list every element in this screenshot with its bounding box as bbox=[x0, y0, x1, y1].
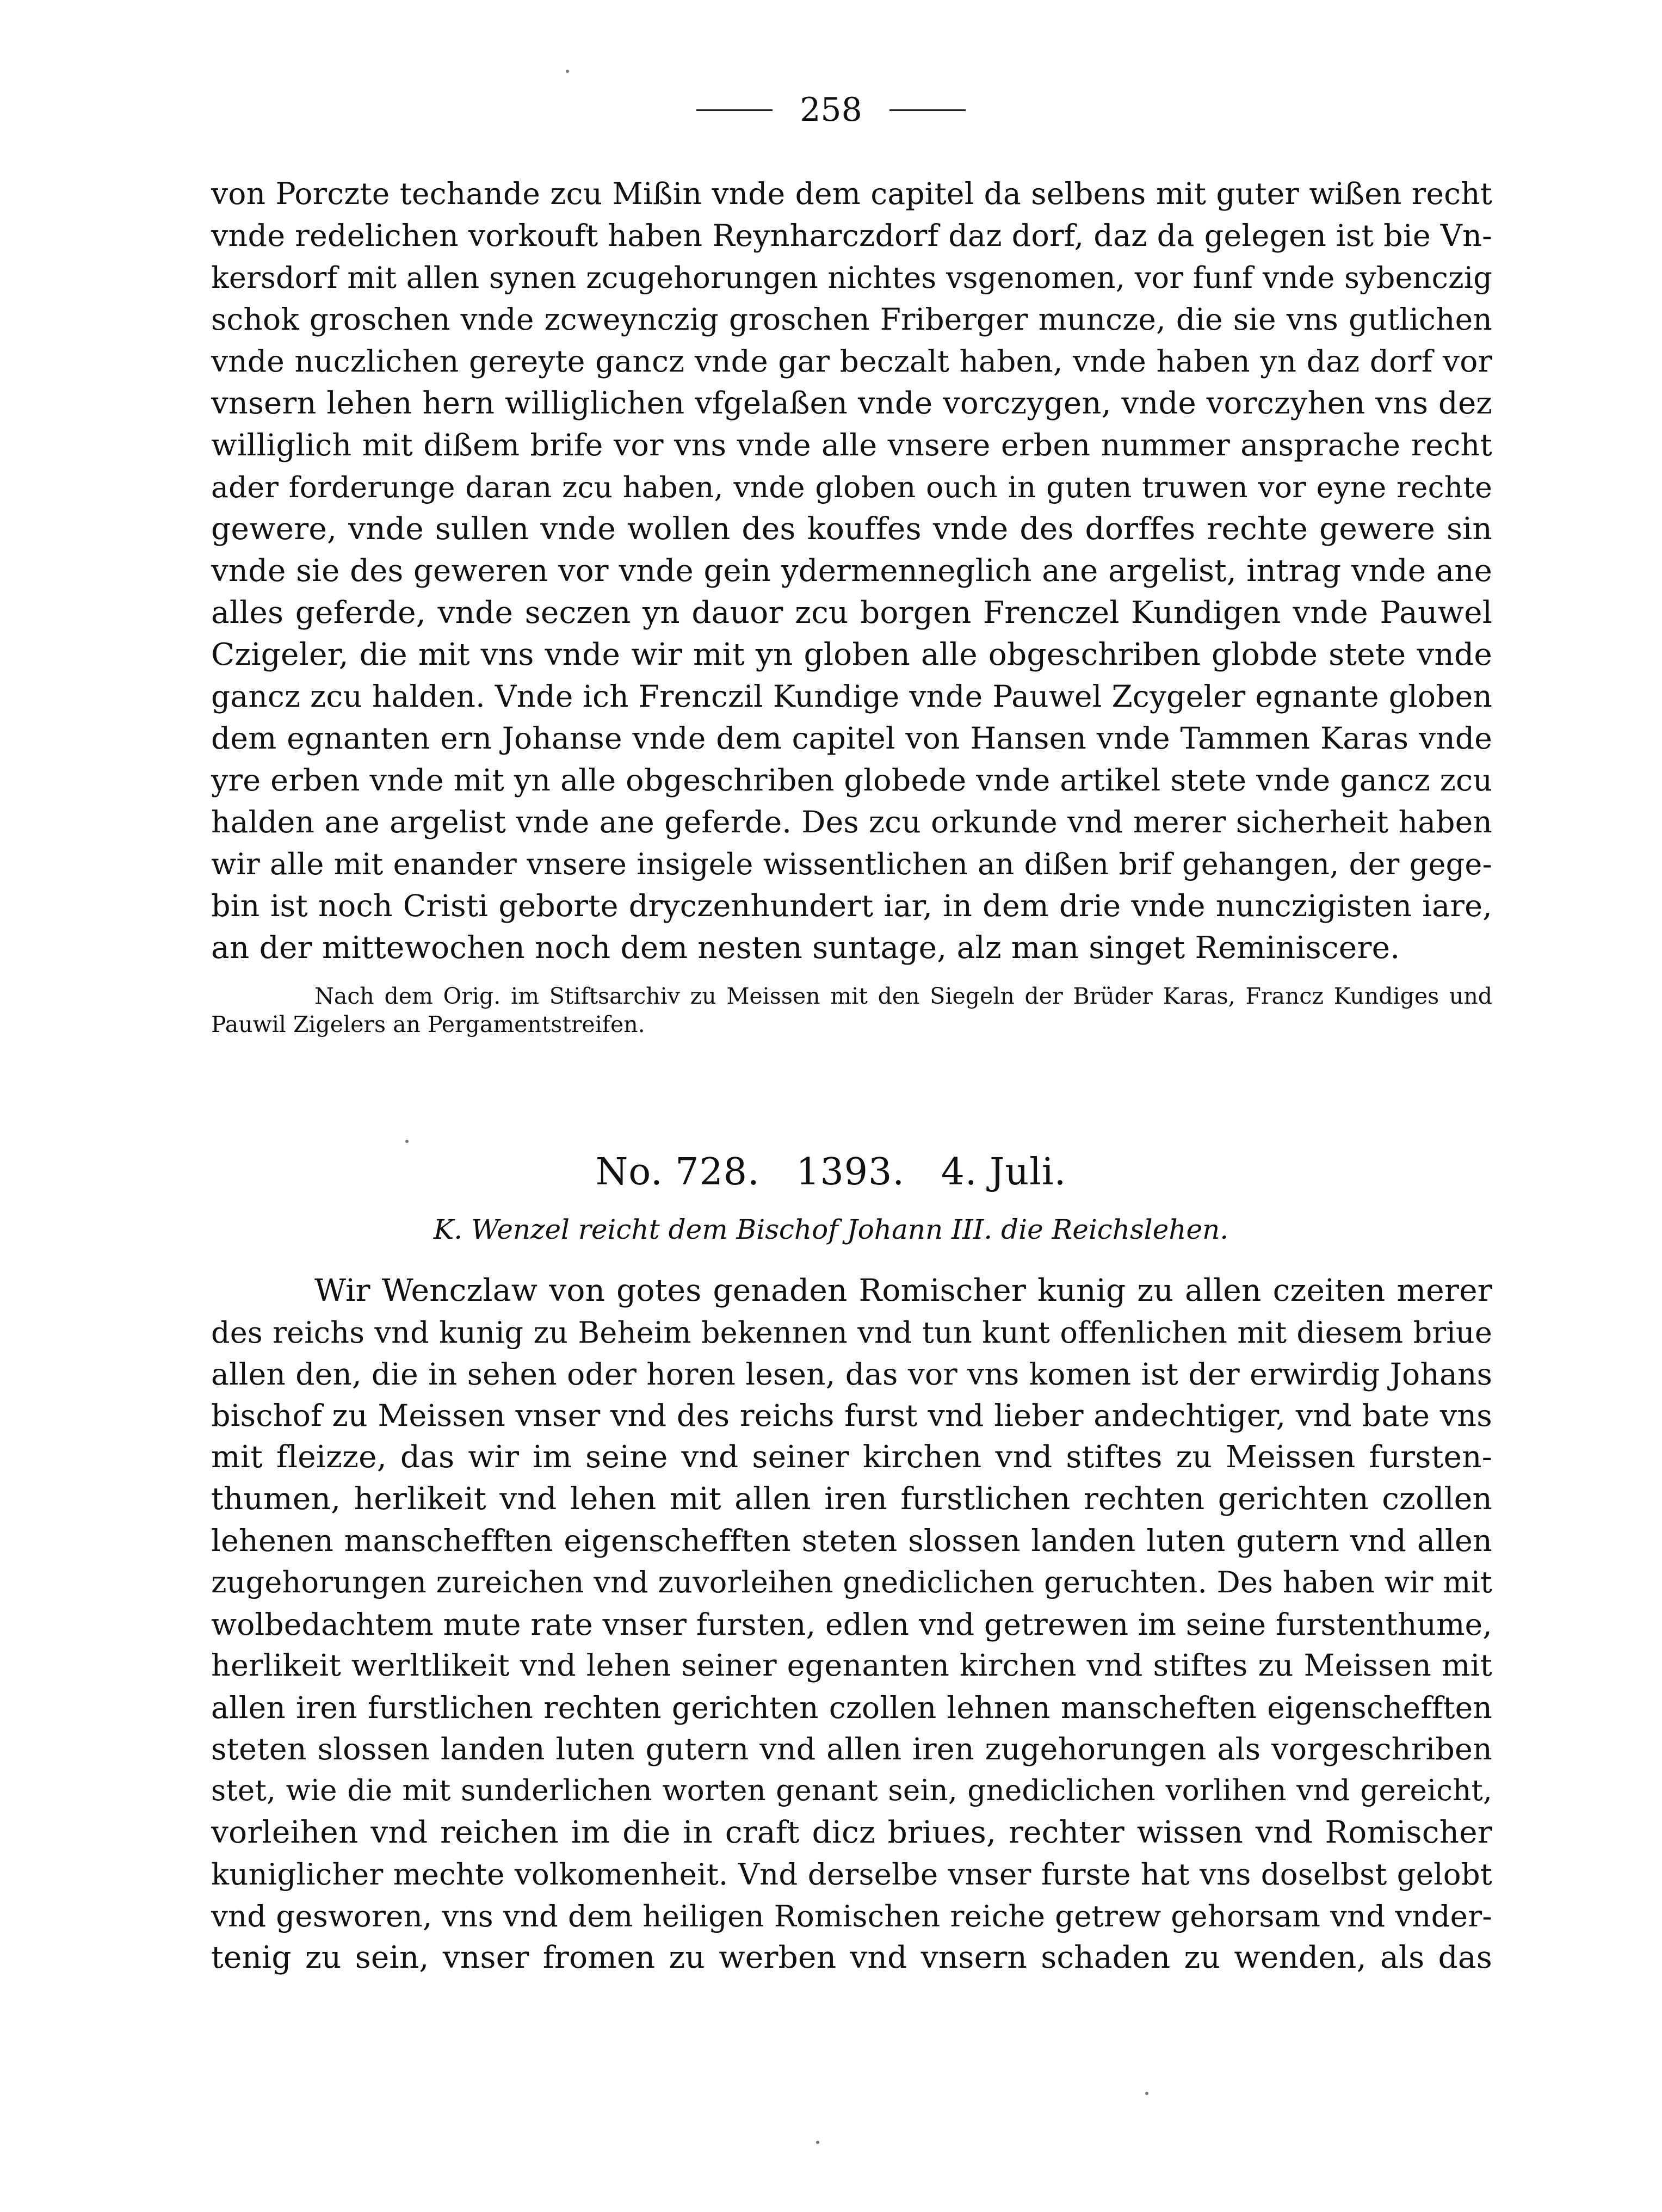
document-date: 4. Juli. bbox=[941, 1151, 1067, 1194]
text-line: allen den, die in sehen oder horen lesen, das vor vns komen ist der erwirdig Johans bbox=[211, 1357, 1492, 1392]
text-line: thumen, herlikeit vnd lehen mit allen iren furstlichen rechten gerichten czollen bbox=[211, 1481, 1492, 1517]
text-line: gancz zcu halden. Vnde ich Frenczil Kundige vnde Pauwel Zcygeler egnante globen bbox=[211, 679, 1492, 714]
text-line: alles geferde, vnde seczen yn dauor zcu borgen Frenczel Kundigen vnde Pauwel bbox=[211, 595, 1492, 631]
text-line: kersdorf mit allen synen zcugehorungen nichtes vsgenomen, vor funf vnde sybenczig bbox=[211, 261, 1492, 295]
text-line: des reichs vnd kunig zu Beheim bekennen vnd tun kunt offenlichen mit diesem briue bbox=[211, 1315, 1492, 1350]
text-line: schok groschen vnde zcweynczig groschen Friberger muncze, die sie vns gutlichen bbox=[211, 302, 1492, 337]
text-line: Czigeler, die mit vns vnde wir mit yn globen alle obgeschriben globde stete vnde bbox=[211, 637, 1492, 672]
text-line: herlikeit werltlikeit vnd lehen seiner egenanten kirchen vnd stiftes zu Meissen mit bbox=[211, 1648, 1492, 1684]
text-line: Wir Wenczlaw von gotes genaden Romischer kunig zu allen czeiten merer bbox=[314, 1273, 1492, 1308]
paper-speck bbox=[816, 2141, 819, 2144]
paper-speck bbox=[1145, 2092, 1148, 2095]
document-year: 1393. bbox=[796, 1151, 905, 1194]
text-line: vnsern lehen hern williglichen vfgelaßen vnde vorczygen, vnde vorczyhen vns dez bbox=[211, 386, 1492, 421]
text-line: williglich mit dißem brife vor vns vnde alle vnsere erben nummer ansprache recht bbox=[211, 428, 1492, 463]
text-line: vnde redelichen vorkouft haben Reynharczdorf daz dorf, daz da gelegen ist bie Vn- bbox=[211, 218, 1492, 254]
text-line: lehenen manschefften eigenschefften steten slossen landen luten gutern vnd allen bbox=[211, 1523, 1492, 1559]
text-line: vnde sie des geweren vor vnde gein ydermenneglich ane argelist, intrag vnde ane bbox=[211, 553, 1492, 589]
text-line: bischof zu Meissen vnser vnd des reichs furst vnd lieber andechtiger, vnd bate vns bbox=[211, 1398, 1492, 1434]
document-number: No. 728. bbox=[595, 1151, 760, 1194]
text-line: bin ist noch Cristi geborte dryczenhundert iar, in dem drie vnde nunczigisten iare, bbox=[211, 888, 1492, 924]
text-line: gewere, vnde sullen vnde wollen des kouffes vnde des dorffes rechte gewere sin bbox=[211, 511, 1492, 547]
text-line: vnd gesworen, vns vnd dem heiligen Romischen reiche getrew gehorsam vnd vnder- bbox=[211, 1898, 1492, 1933]
document-summary: K. Wenzel reicht dem Bischof Johann III. die Reichslehen. bbox=[433, 1214, 1229, 1245]
text-line: wir alle mit enander vnsere insigele wissentlichen an dißen brif gehangen, der gege- bbox=[211, 847, 1492, 881]
text-line: stet, wie die mit sunderlichen worten genant sein, gnediclichen vorlihen vnd gereicht, bbox=[211, 1774, 1492, 1808]
text-line: yre erben vnde mit yn alle obgeschriben globede vnde artikel stete vnde gancz zcu bbox=[211, 763, 1493, 798]
text-line: von Porczte techande zcu Mißin vnde dem capitel da selbens mit guter wißen recht bbox=[211, 176, 1492, 211]
text-line: halden ane argelist vnde ane geferde. Des zcu orkunde vnd merer sicherheit haben bbox=[211, 805, 1492, 839]
page-number: 258 bbox=[800, 91, 862, 129]
text-line: kuniglicher mechte volkomenheit. Vnd derselbe vnser furste hat vns doselbst gelobt bbox=[211, 1857, 1492, 1892]
paper-speck bbox=[566, 70, 569, 73]
text-line: mit fleizze, das wir im seine vnd seiner kirchen vnd stiftes zu Meissen fursten- bbox=[211, 1439, 1492, 1475]
note-line: Pauwil Zigelers an Pergamentstreifen. bbox=[211, 1011, 645, 1037]
text-line: vnde nuczlichen gereyte gancz vnde gar beczalt haben, vnde haben yn daz dorf vor bbox=[211, 344, 1492, 379]
source-note bbox=[211, 982, 1492, 1039]
text-line: ader forderunge daran zcu haben, vnde globen ouch in guten truwen vor eyne rechte bbox=[211, 470, 1492, 504]
header-rule-right bbox=[889, 109, 966, 111]
document-heading bbox=[0, 1148, 1662, 1197]
text-line: vorleihen vnd reichen im die in craft dicz briues, rechter wissen vnd Romischer bbox=[211, 1814, 1492, 1850]
text-line: an der mittewochen noch dem nesten suntage, alz man singet Reminiscere. bbox=[211, 930, 1400, 966]
page-header bbox=[0, 91, 1662, 129]
text-line: zugehorungen zureichen vnd zuvorleihen gnediclichen geruchten. Des haben wir mit bbox=[211, 1565, 1492, 1600]
continuation-text bbox=[211, 173, 1492, 969]
text-line: allen iren furstlichen rechten gerichten czollen lehnen manscheften eigenschefften bbox=[211, 1690, 1492, 1725]
text-line: wolbedachtem mute rate vnser fursten, edlen vnd getrewen im seine furstenthume, bbox=[211, 1607, 1492, 1642]
text-line: steten slossen landen luten gutern vnd allen iren zugehorungen als vorgeschriben bbox=[211, 1731, 1492, 1767]
text-line: dem egnanten ern Johanse vnde dem capitel von Hansen vnde Tammen Karas vnde bbox=[211, 721, 1492, 756]
header-rule-left bbox=[696, 109, 773, 111]
note-line: Nach dem Orig. im Stiftsarchiv zu Meissen mit den Siegeln der Brüder Karas, Francz Kundiges und bbox=[314, 983, 1492, 1009]
text-line: tenig zu sein, vnser fromen zu werben vnd vnsern schaden zu wenden, als das bbox=[211, 1939, 1492, 1975]
document-text bbox=[211, 1270, 1492, 1979]
paper-speck bbox=[405, 1140, 409, 1143]
